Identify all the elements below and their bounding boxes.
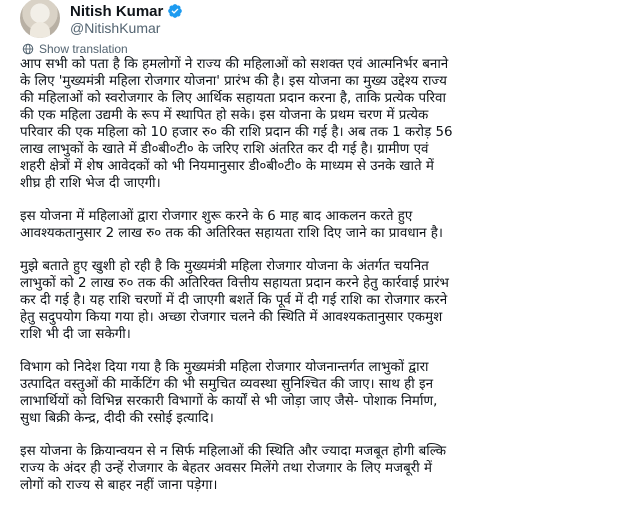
avatar[interactable]: [20, 0, 60, 38]
tweet-line: इस योजना के क्रियान्वयन से न सिर्फ महिलाओं की स्थिति और ज्यादा मजबूत होगी बल्कि: [20, 444, 447, 459]
tweet-line: की महिलाओं को स्वरोजगार के लिए आर्थिक सहायता प्रदान करना है, ताकि प्रत्येक परिवा: [20, 91, 446, 106]
author-handle[interactable]: @NitishKumar: [70, 20, 161, 36]
author-display-name[interactable]: Nitish Kumar: [70, 2, 164, 20]
tweet-line: लाख लाभुकों के खाते में डी०बी०टी० के जरिए राशि अंतरित कर दी गई है। ग्रामीण एवं: [20, 142, 429, 157]
tweet-paragraph: [20, 359, 640, 427]
tweet-line: लोगों को राज्य से बाहर नहीं जाना पड़ेगा।: [20, 478, 218, 493]
globe-icon: [22, 43, 34, 55]
tweet-line: हेतु सदुपयोग किया गया हो। अच्छा रोजगार चलने की स्थिति में आवश्यकतानुसार एकमुश: [20, 310, 443, 325]
tweet-paragraph: [20, 56, 640, 192]
show-translation-link[interactable]: [22, 42, 128, 56]
tweet-line: राशि भी दी जा सकेगी।: [20, 327, 131, 342]
show-translation-label: Show translation: [39, 42, 128, 56]
tweet-line: लाभार्थियों को विभिन्न सरकारी विभागों के कार्यों से भी जोड़ा जाए जैसे- पोशाक निर्माण,: [20, 394, 438, 409]
tweet-line: सुधा बिक्री केन्द्र, दीदी की रसोई इत्यादि।: [20, 411, 214, 426]
tweet-text: [20, 56, 640, 510]
tweet-header: [0, 0, 640, 40]
tweet-paragraph: [20, 208, 640, 242]
tweet-line: आवश्यकतानुसार 2 लाख रु० तक की अतिरिक्त सहायता राशि दिए जाने का प्रावधान है।: [20, 226, 443, 241]
tweet-line: इस योजना में महिलाओं द्वारा रोजगार शुरू करने के 6 माह बाद आकलन करते हुए: [20, 209, 413, 224]
author-name-row: [70, 1, 183, 21]
tweet-line: कर दी गई है। यह राशि चरणों में दी जाएगी बशर्ते कि पूर्व में दी गई राशि का रोजगार करने: [20, 293, 448, 308]
tweet-line: लाभुकों को 2 लाख रु० तक की अतिरिक्त वित्तीय सहायता प्रदान करने हेतु कार्रवाई प्रारंभ: [20, 276, 449, 291]
tweet-line: के लिए 'मुख्यमंत्री महिला रोजगार योजना' प्रारंभ की है। इस योजना का मुख्य उद्देश्य राज्य: [20, 74, 447, 89]
tweet-line: उत्पादित वस्तुओं की मार्केटिंग की भी समुचित व्यवस्था सुनिश्चित की जाए। साथ ही इन: [20, 377, 434, 392]
tweet-line: विभाग को निदेश दिया गया है कि मुख्यमंत्री महिला रोजगार योजनान्तर्गत लाभुकों द्वारा: [20, 360, 429, 375]
verified-badge-icon: [167, 3, 183, 19]
tweet-line: शहरी क्षेत्रों में शेष आवेदकों को भी नियमानुसार डी०बी०टी० के माध्यम से उनके खाते में: [20, 159, 434, 174]
tweet-line: की एक महिला उद्यमी के रूप में स्थापित हो सके। इस योजना के प्रथम चरण में प्रत्येक: [20, 108, 429, 123]
tweet-paragraph: [20, 443, 640, 494]
tweet-line: आप सभी को पता है कि हमलोगों ने राज्य की महिलाओं को सशक्त एवं आत्मनिर्भर बनाने: [20, 57, 449, 72]
tweet-line: परिवार की एक महिला को 10 हजार रु० की राशि प्रदान की गई है। अब तक 1 करोड़ 56: [20, 125, 453, 140]
tweet-line: शीघ्र ही राशि भेज दी जाएगी।: [20, 176, 161, 191]
tweet-line: मुझे बताते हुए खुशी हो रही है कि मुख्यमंत्री महिला रोजगार योजना के अंतर्गत चयनित: [20, 259, 429, 274]
tweet-paragraph: [20, 258, 640, 343]
tweet-line: राज्य के अंदर ही उन्हें रोजगार के बेहतर अवसर मिलेंगे तथा रोजगार के लिए मजबूरी में: [20, 461, 432, 476]
